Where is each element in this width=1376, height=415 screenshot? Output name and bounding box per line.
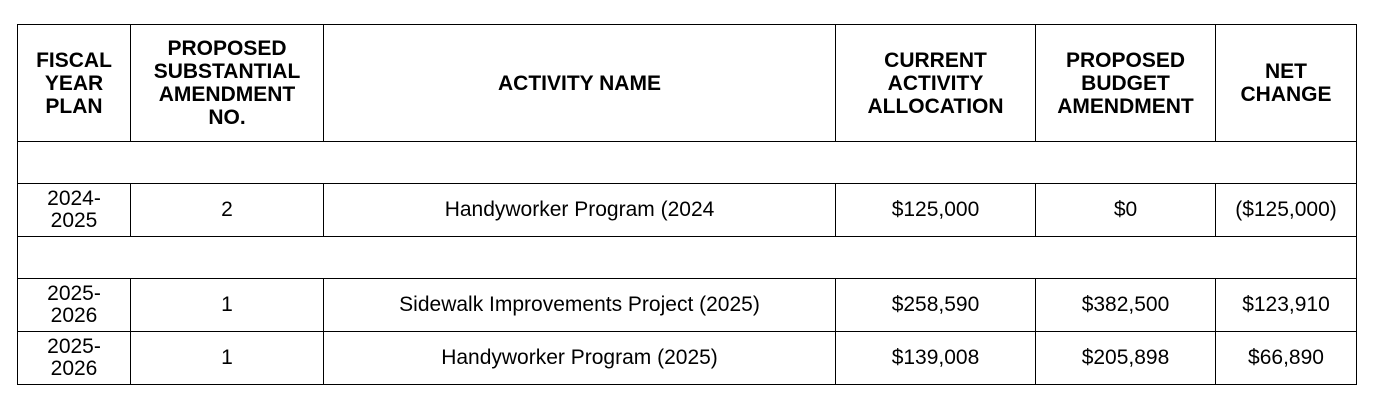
spacer-cell xyxy=(18,237,1357,279)
amendment-no-cell: 1 xyxy=(131,332,324,385)
header-net-change: NET CHANGE xyxy=(1216,25,1357,142)
fiscal-year-cell: 2025-2026 xyxy=(18,332,131,385)
header-current-activity-allocation: CURRENT ACTIVITY ALLOCATION xyxy=(836,25,1036,142)
net-change-cell: $123,910 xyxy=(1216,279,1357,332)
net-change-cell: $66,890 xyxy=(1216,332,1357,385)
activity-name-cell: Handyworker Program (2025) xyxy=(324,332,836,385)
header-fiscal-year-plan: FISCAL YEAR PLAN xyxy=(18,25,131,142)
proposed-amendment-cell: $382,500 xyxy=(1036,279,1216,332)
table-row xyxy=(18,184,1357,237)
amendment-table xyxy=(17,24,1357,385)
amendment-no-cell: 1 xyxy=(131,279,324,332)
spacer-cell xyxy=(18,142,1357,184)
activity-name-cell: Handyworker Program (2024 xyxy=(324,184,836,237)
proposed-amendment-cell: $0 xyxy=(1036,184,1216,237)
net-change-cell: ($125,000) xyxy=(1216,184,1357,237)
header-activity-name: ACTIVITY NAME xyxy=(324,25,836,142)
current-allocation-cell: $258,590 xyxy=(836,279,1036,332)
current-allocation-cell: $125,000 xyxy=(836,184,1036,237)
current-allocation-cell: $139,008 xyxy=(836,332,1036,385)
header-proposed-budget-amendment: PROPOSED BUDGET AMENDMENT xyxy=(1036,25,1216,142)
header-row xyxy=(18,25,1357,142)
activity-name-cell: Sidewalk Improvements Project (2025) xyxy=(324,279,836,332)
spacer-row xyxy=(18,237,1357,279)
header-amendment-no: PROPOSED SUBSTANTIAL AMENDMENT NO. xyxy=(131,25,324,142)
fiscal-year-cell: 2024-2025 xyxy=(18,184,131,237)
amendment-no-cell: 2 xyxy=(131,184,324,237)
fiscal-year-cell: 2025-2026 xyxy=(18,279,131,332)
table-row xyxy=(18,332,1357,385)
proposed-amendment-cell: $205,898 xyxy=(1036,332,1216,385)
spacer-row xyxy=(18,142,1357,184)
table-row xyxy=(18,279,1357,332)
